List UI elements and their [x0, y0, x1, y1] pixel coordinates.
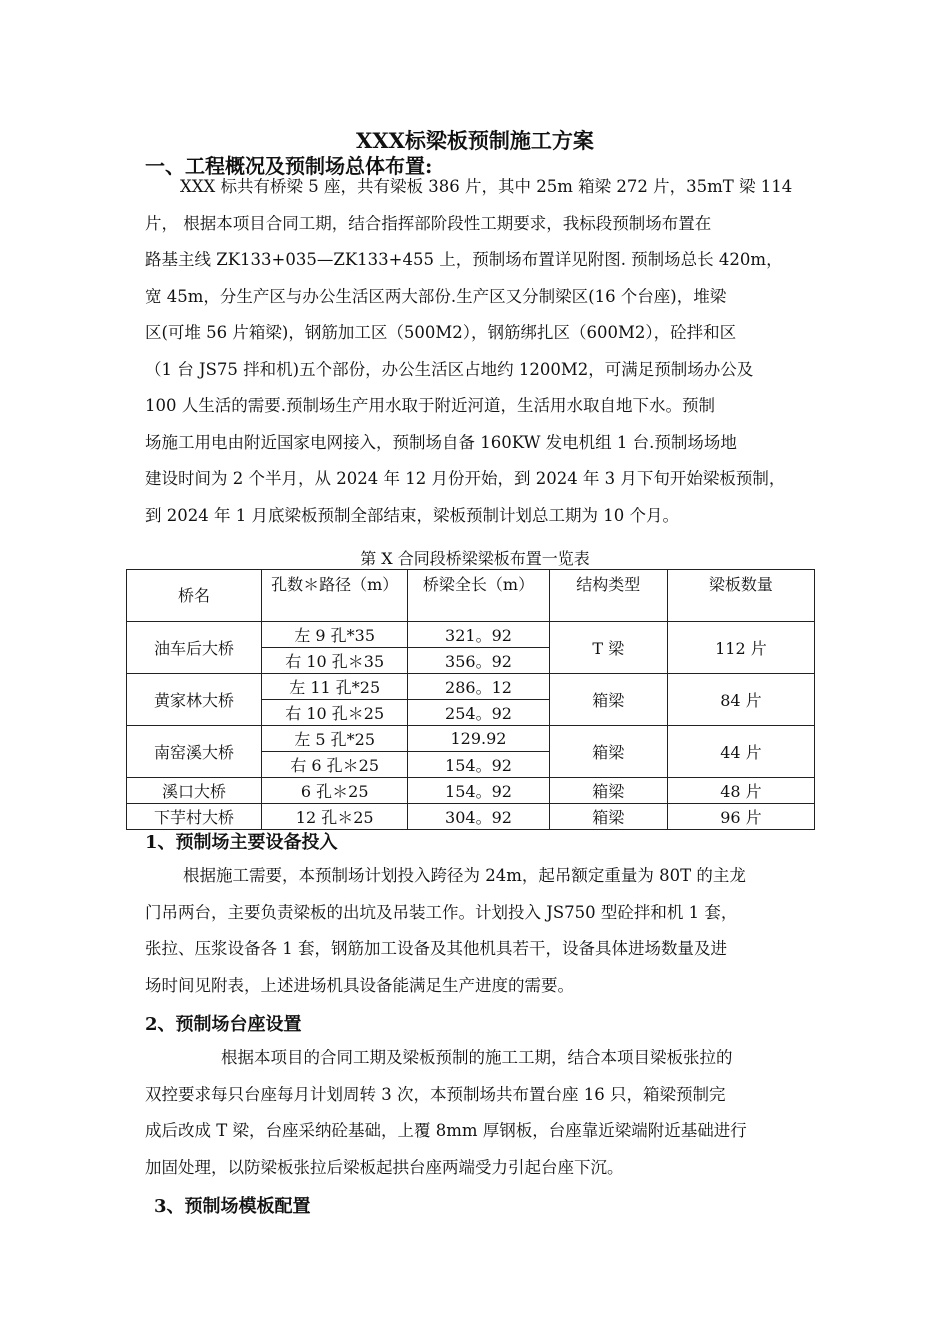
- span-cell: 右 10 孔＊25: [262, 700, 408, 726]
- table-caption: 第 X 合同段桥梁梁板布置一览表: [360, 549, 590, 568]
- length-cell: 321。92: [408, 622, 549, 648]
- table-row: [127, 804, 815, 830]
- header-cell: 孔数＊路径（m）: [262, 570, 408, 622]
- bridge-beam-table: [126, 569, 815, 830]
- type-cell: T 梁: [549, 622, 667, 674]
- bridge-name-cell: 油车后大桥: [127, 622, 262, 674]
- paragraph-line: 场时间见附表，上述进场机具设备能满足生产进度的需要。: [145, 975, 574, 995]
- section-heading-formwork: 3、预制场模板配置: [154, 1196, 311, 1217]
- paragraph-line: 宽 45m，分生产区与办公生活区两大部份.生产区又分制梁区(16 个台座)，堆梁: [145, 286, 727, 306]
- type-cell: 箱梁: [549, 726, 667, 778]
- paragraph-line: 根据施工需要，本预制场计划投入跨径为 24m，起吊额定重量为 80T 的主龙: [183, 866, 746, 885]
- span-cell: 6 孔＊25: [262, 778, 408, 804]
- length-cell: 254。92: [408, 700, 549, 726]
- section-heading-equipment: 1、预制场主要设备投入: [145, 832, 338, 853]
- table-header-row: [127, 570, 815, 622]
- header-cell: 梁板数量: [667, 570, 814, 622]
- length-cell: 129.92: [408, 726, 549, 752]
- bridge-name-cell: 下芋村大桥: [127, 804, 262, 830]
- header-cell: 桥梁全长（m）: [408, 570, 549, 622]
- table-row: [127, 778, 815, 804]
- length-cell: 154。92: [408, 778, 549, 804]
- count-cell: 44 片: [667, 726, 814, 778]
- paragraph-line: 到 2024 年 1 月底梁板预制全部结束，梁板预制计划总工期为 10 个月。: [145, 505, 679, 525]
- paragraph-line: 场施工用电由附近国家电网接入，预制场自备 160KW 发电机组 1 台.预制场场地: [145, 432, 737, 452]
- paragraph-line: XXX 标共有桥梁 5 座，共有梁板 386 片，其中 25m 箱梁 272 片，35mT 梁 114: [180, 177, 793, 196]
- table-row: [127, 674, 815, 700]
- equipment-paragraph: [145, 858, 815, 1004]
- paragraph-line: 双控要求每只台座每月计划周转 3 次，本预制场共布置台座 16 只，箱梁预制完: [145, 1084, 726, 1104]
- length-cell: 154。92: [408, 752, 549, 778]
- document-title: XXX标梁板预制施工方案: [356, 128, 594, 153]
- length-cell: 304。92: [408, 804, 549, 830]
- span-cell: 右 10 孔＊35: [262, 648, 408, 674]
- paragraph-line: 路基主线 ZK133+035—ZK133+455 上，预制场布置详见附图. 预制场总长 420m，: [145, 250, 783, 269]
- span-cell: 左 5 孔*25: [262, 726, 408, 752]
- paragraph-line: 成后改成 T 梁，台座采纳砼基础，上覆 8mm 厚钢板，台座靠近梁端附近基础进行: [145, 1121, 747, 1140]
- type-cell: 箱梁: [549, 778, 667, 804]
- section-heading-overview: 一、工程概况及预制场总体布置:: [145, 154, 433, 178]
- paragraph-line: 根据本项目的合同工期及梁板预制的施工工期，结合本项目梁板张拉的: [221, 1048, 733, 1067]
- count-cell: 84 片: [667, 674, 814, 726]
- count-cell: 96 片: [667, 804, 814, 830]
- count-cell: 112 片: [667, 622, 814, 674]
- section-heading-pedestal: 2、预制场台座设置: [145, 1014, 302, 1035]
- table-row: [127, 622, 815, 648]
- paragraph-line: 建设时间为 2 个半月，从 2024 年 12 月份开始，到 2024 年 3 月下旬开始梁板预制，: [145, 469, 786, 488]
- paragraph-line: 加固处理，以防梁板张拉后梁板起拱台座两端受力引起台座下沉。: [145, 1157, 624, 1177]
- paragraph-line: 门吊两台，主要负责梁板的出坑及吊装工作。计划投入 JS750 型砼拌和机 1 套，: [145, 902, 738, 922]
- header-cell: 结构类型: [549, 570, 667, 622]
- bridge-name-cell: 南窑溪大桥: [127, 726, 262, 778]
- paragraph-line: 100 人生活的需要.预制场生产用水取于附近河道，生活用水取自地下水。预制: [145, 396, 715, 415]
- paragraph-line: 区(可堆 56 片箱梁)，钢筋加工区（500M2），钢筋绑扎区（600M2），砼拌和区: [145, 323, 737, 342]
- paragraph-line: （1 台 JS75 拌和机)五个部份，办公生活区占地约 1200M2，可满足预制场办公及: [145, 359, 754, 379]
- pedestal-paragraph: [145, 1040, 815, 1186]
- count-cell: 48 片: [667, 778, 814, 804]
- length-cell: 356。92: [408, 648, 549, 674]
- span-cell: 12 孔＊25: [262, 804, 408, 830]
- header-cell: 桥名: [127, 570, 262, 622]
- table-row: [127, 726, 815, 752]
- paragraph-line: 片， 根据本项目合同工期，结合指挥部阶段性工期要求，我标段预制场布置在: [145, 213, 712, 233]
- overview-paragraph: [145, 169, 815, 534]
- bridge-name-cell: 黄家林大桥: [127, 674, 262, 726]
- paragraph-line: 张拉、压浆设备各 1 套，钢筋加工设备及其他机具若干，设备具体进场数量及进: [145, 939, 727, 958]
- bridge-name-cell: 溪口大桥: [127, 778, 262, 804]
- length-cell: 286。12: [408, 674, 549, 700]
- span-cell: 左 9 孔*35: [262, 622, 408, 648]
- span-cell: 左 11 孔*25: [262, 674, 408, 700]
- span-cell: 右 6 孔＊25: [262, 752, 408, 778]
- type-cell: 箱梁: [549, 804, 667, 830]
- type-cell: 箱梁: [549, 674, 667, 726]
